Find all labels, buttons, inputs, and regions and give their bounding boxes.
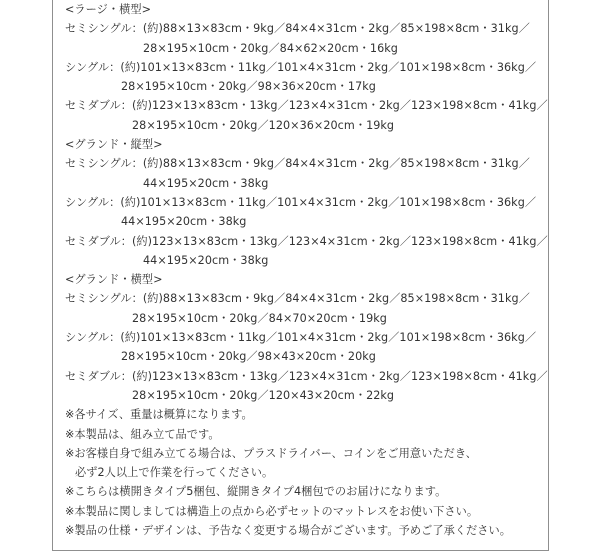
size-label: セミシングル： <box>65 157 143 171</box>
spec-values: (約)88×13×83cm・9kg／84×4×31cm・2kg／85×198×8cm・31kg／ <box>142 157 530 171</box>
spec-row-line1 <box>65 19 545 38</box>
spec-row-line2: 44×195×20cm・38kg <box>143 253 269 267</box>
spec-values: (約)101×13×83cm・11kg／101×4×31cm・2kg／101×198×8cm・36kg／ <box>120 195 537 209</box>
size-label: シングル： <box>65 195 121 209</box>
size-label: セミダブル： <box>65 234 132 248</box>
note-item-continued: 必ず2人以上で作業を行ってください。 <box>75 466 274 480</box>
spec-values: (約)123×13×83cm・13kg／123×4×31cm・2kg／123×198×8cm・41kg／ <box>131 99 548 113</box>
spec-values: (約)101×13×83cm・11kg／101×4×31cm・2kg／101×198×8cm・36kg／ <box>120 60 537 74</box>
section-heading: <ラージ・横型> <box>65 3 152 16</box>
spec-values: (約)88×13×83cm・9kg／84×4×31cm・2kg／85×198×8cm・31kg／ <box>142 22 530 36</box>
section-heading: <グランド・縦型> <box>65 138 163 152</box>
spec-row-line1 <box>65 289 545 308</box>
size-label: シングル： <box>65 60 121 74</box>
note-item: ※製品の仕様・デザインは、予告なく変更する場合がございます。予めご了承ください。 <box>65 524 512 538</box>
note-item: ※各サイズ、重量は概算になります。 <box>65 408 253 422</box>
spec-values: (約)101×13×83cm・11kg／101×4×31cm・2kg／101×198×8cm・36kg／ <box>120 331 537 345</box>
spec-row-line1 <box>65 232 548 251</box>
spec-row-line1 <box>65 328 545 347</box>
spec-row-line1 <box>65 58 545 77</box>
spec-list <box>65 0 548 540</box>
size-label: セミシングル： <box>65 292 143 306</box>
spec-row-line2: 28×195×10cm・20kg／120×43×20cm・22kg <box>132 388 395 402</box>
note-item: ※こちらは横開きタイプ5梱包、縦開きタイプ4梱包でのお届けになります。 <box>65 485 447 499</box>
spec-row-line1 <box>65 154 545 173</box>
spec-values: (約)88×13×83cm・9kg／84×4×31cm・2kg／85×198×8cm・31kg／ <box>142 292 530 306</box>
spec-row-line2: 28×195×10cm・20kg／84×70×20cm・19kg <box>132 311 387 325</box>
note-item: ※本製品に関しましては構造上の点から必ずセットのマットレスをお使い下さい。 <box>65 504 479 518</box>
section-heading: <グランド・横型> <box>65 273 163 287</box>
size-label: シングル： <box>65 331 121 345</box>
note-item: ※お客様自身で組み立てる場合は、プラスドライバー、コインをご用意いただき、 <box>65 446 477 460</box>
spec-row-line1 <box>65 367 548 386</box>
note-item: ※本製品は、組み立て品です。 <box>65 427 220 441</box>
spec-row-line2: 28×195×10cm・20kg／98×36×20cm・17kg <box>121 80 376 94</box>
size-label: セミダブル： <box>65 369 132 383</box>
spec-values: (約)123×13×83cm・13kg／123×4×31cm・2kg／123×198×8cm・41kg／ <box>131 369 548 383</box>
size-label: セミシングル： <box>65 22 143 36</box>
spec-row-line2: 44×195×20cm・38kg <box>143 176 269 190</box>
spec-row-line2: 28×195×10cm・20kg／98×43×20cm・20kg <box>121 350 376 364</box>
spec-row-line2: 28×195×10cm・20kg／120×36×20cm・19kg <box>132 118 395 132</box>
size-label: セミダブル： <box>65 99 132 113</box>
spec-row-line1 <box>65 193 545 212</box>
spec-row-line1 <box>65 96 548 115</box>
spec-row-line2: 44×195×20cm・38kg <box>121 215 247 229</box>
spec-values: (約)123×13×83cm・13kg／123×4×31cm・2kg／123×198×8cm・41kg／ <box>131 234 548 248</box>
spec-row-line2: 28×195×10cm・20kg／84×62×20cm・16kg <box>143 41 398 55</box>
